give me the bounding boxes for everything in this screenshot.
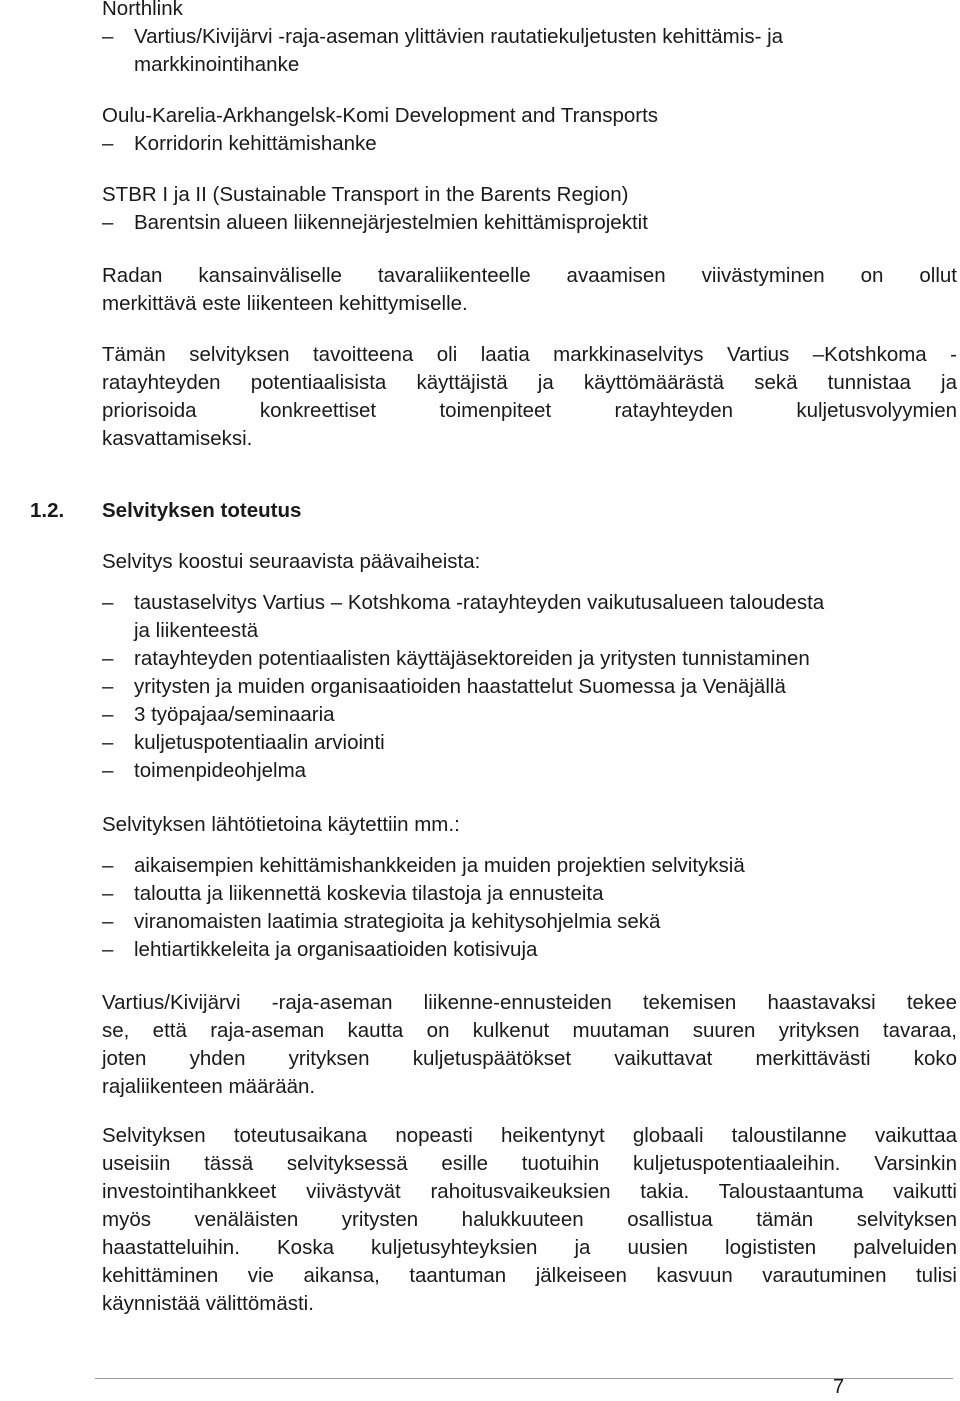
paragraph-line: merkittävä este liikenteen kehittymiselle.: [102, 292, 468, 315]
dash-bullet: –: [102, 211, 114, 234]
paragraph-line: rajaliikenteen määrään.: [102, 1075, 316, 1098]
dash-bullet: –: [102, 854, 114, 877]
list-intro: Selvitys koostui seuraavista päävaiheista:: [102, 550, 481, 573]
list-item: [102, 645, 957, 673]
paragraph: [102, 341, 957, 453]
list-item: [102, 936, 957, 964]
paragraph-line: myös venäläisten yritysten halukkuuteen osallistua tämän selvityksen: [102, 1208, 957, 1231]
list-item: [102, 209, 957, 237]
list-item-text: ja liikenteestä: [134, 619, 259, 642]
dash-bullet: –: [102, 25, 114, 48]
paragraph-line: haastatteluihin. Koska kuljetusyhteyksien ja uusien logististen palveluiden: [102, 1236, 957, 1259]
dash-bullet: –: [102, 132, 114, 155]
section-number: 1.2.: [30, 499, 65, 522]
sources-intro: [102, 811, 957, 839]
list-item-text: Korridorin kehittämishanke: [134, 132, 377, 155]
project-list: [102, 0, 957, 79]
list-item-text: 3 työpajaa/seminaaria: [134, 703, 335, 726]
section-title: Selvityksen toteutus: [102, 499, 302, 522]
project-title-stbr: STBR I ja II (Sustainable Transport in the Barents Region): [102, 183, 629, 206]
sources-list: [102, 852, 957, 964]
phases-intro: [102, 548, 957, 576]
list-item: [102, 908, 957, 936]
list-item-text: viranomaisten laatimia strategioita ja kehitysohjelmia sekä: [134, 910, 661, 933]
paragraph-line: ratayhteyden potentiaalisista käyttäjistä ja käyttömäärästä sekä tunnistaa ja: [102, 371, 957, 394]
dash-bullet: –: [102, 910, 114, 933]
dash-bullet: –: [102, 703, 114, 726]
list-item-continuation: [102, 51, 957, 79]
paragraph-line: kasvattamiseksi.: [102, 427, 253, 450]
paragraph: [102, 262, 957, 318]
section-heading: [30, 497, 302, 525]
dash-bullet: –: [102, 759, 114, 782]
list-item: [102, 23, 957, 51]
paragraph: [102, 989, 957, 1101]
list-item: [102, 701, 957, 729]
paragraph-line: Selvityksen toteutusaikana nopeasti heikentynyt globaali taloustilanne vaikuttaa: [102, 1124, 957, 1147]
page-number: 7: [833, 1376, 845, 1398]
paragraph-line: kehittäminen vie aikansa, taantuman jälkeiseen kasvuun varautuminen tulisi: [102, 1264, 957, 1287]
list-item-text: markkinointihanke: [134, 53, 300, 76]
paragraph: [102, 1122, 957, 1318]
list-item-text: lehtiartikkeleita ja organisaatioiden kotisivuja: [134, 938, 538, 961]
paragraph-line: käynnistää välittömästi.: [102, 1292, 314, 1315]
list-item-text: yritysten ja muiden organisaatioiden haastattelut Suomessa ja Venäjällä: [134, 675, 786, 698]
list-item: [102, 852, 957, 880]
paragraph-line: useisiin tässä selvityksessä esille tuotuihin kuljetuspotentiaaleihin. Varsinkin: [102, 1152, 957, 1175]
project-list: [102, 102, 957, 158]
list-item-text: taustaselvitys Vartius – Kotshkoma -ratayhteyden vaikutusalueen taloudesta: [134, 591, 825, 614]
dash-bullet: –: [102, 591, 114, 614]
paragraph-line: priorisoida konkreettiset toimenpiteet ratayhteyden kuljetusvolyymien: [102, 399, 957, 422]
project-list: [102, 181, 957, 237]
project-title-oulu-karelia: Oulu-Karelia-Arkhangelsk-Komi Development and Transports: [102, 104, 659, 127]
list-item: [102, 757, 957, 785]
paragraph-line: se, että raja-aseman kautta on kulkenut muutaman suuren yrityksen tavaraa,: [102, 1019, 957, 1042]
project-title-northlink: Northlink: [102, 0, 183, 20]
dash-bullet: –: [102, 675, 114, 698]
dash-bullet: –: [102, 882, 114, 905]
list-item-text: taloutta ja liikennettä koskevia tilastoja ja ennusteita: [134, 882, 604, 905]
paragraph-line: Radan kansainväliselle tavaraliikenteelle avaamisen viivästyminen on ollut: [102, 264, 957, 287]
list-item: [102, 880, 957, 908]
list-item: [102, 729, 957, 757]
paragraph-line: investointihankkeet viivästyvät rahoitusvaikeuksien takia. Taloustaantuma vaikutti: [102, 1180, 957, 1203]
list-item: [102, 130, 957, 158]
paragraph-line: Vartius/Kivijärvi -raja-aseman liikenne-ennusteiden tekemisen haastavaksi tekee: [102, 991, 957, 1014]
dash-bullet: –: [102, 731, 114, 754]
list-item-text: ratayhteyden potentiaalisten käyttäjäsektoreiden ja yritysten tunnistaminen: [134, 647, 810, 670]
list-item-text: kuljetuspotentiaalin arviointi: [134, 731, 385, 754]
list-item-text: aikaisempien kehittämishankkeiden ja muiden projektien selvityksiä: [134, 854, 745, 877]
list-item-text: Barentsin alueen liikennejärjestelmien kehittämisprojektit: [134, 211, 648, 234]
phases-list: [102, 589, 957, 785]
list-item-continuation: [102, 617, 957, 645]
paragraph-line: Tämän selvityksen tavoitteena oli laatia markkinaselvitys Vartius –Kotshkoma -: [102, 343, 957, 366]
list-intro: Selvityksen lähtötietoina käytettiin mm.:: [102, 813, 460, 836]
list-item-text: toimenpideohjelma: [134, 759, 307, 782]
dash-bullet: –: [102, 938, 114, 961]
paragraph-line: joten yhden yrityksen kuljetuspäätökset vaikuttavat merkittävästi koko: [102, 1047, 957, 1070]
footer-divider: [95, 1378, 953, 1379]
list-item: [102, 589, 957, 617]
list-item: [102, 673, 957, 701]
list-item-text: Vartius/Kivijärvi -raja-aseman ylittävien rautatiekuljetusten kehittämis- ja: [134, 25, 784, 48]
dash-bullet: –: [102, 647, 114, 670]
